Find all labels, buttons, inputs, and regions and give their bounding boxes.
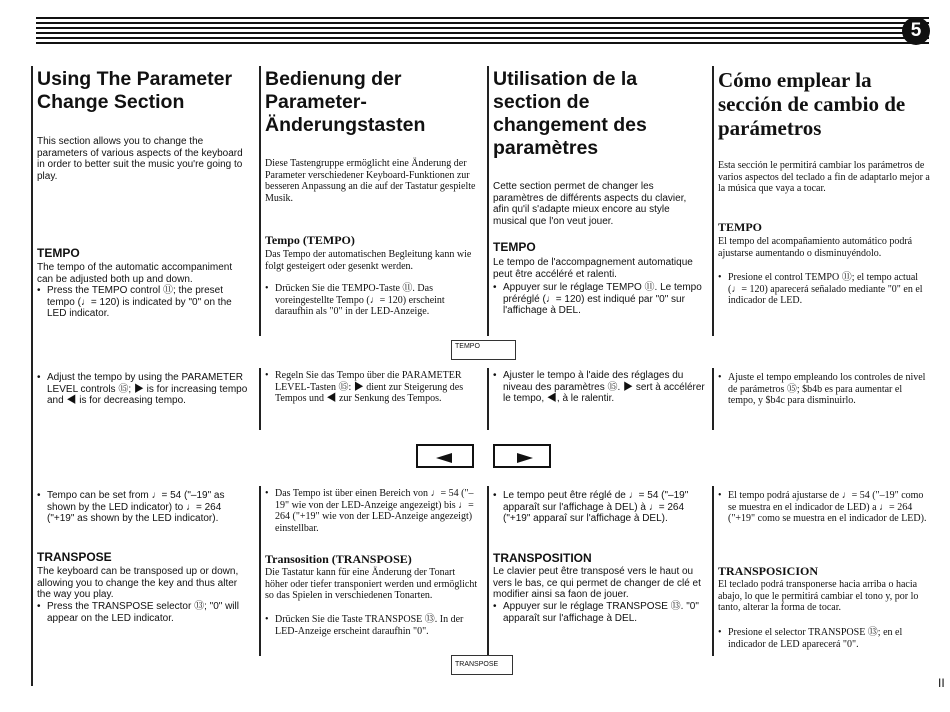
english-section	[37, 68, 249, 114]
english-tempo-text: The tempo of the automatic accompaniment can be adjusted both up and down.	[37, 262, 233, 285]
spanish-tempo-text: El tempo del acompañamiento automático podrá ajustarse aumentando o disminuyéndolo.	[718, 236, 913, 259]
spanish-range-list	[718, 490, 931, 525]
french-range-list	[493, 490, 705, 525]
french-adjust-list	[493, 370, 705, 405]
spanish-title: Cómo emplear la sección de cambio de parámetros	[718, 68, 906, 140]
list-item: • Regeln Sie das Tempo über die PARAMETER LEVEL-Tasten ⑮: ▶ dient zur Steigerung des Tempos und ◀ zur Senkung des Tempos.	[265, 370, 480, 405]
column-divider	[259, 368, 261, 430]
column-divider	[31, 66, 33, 686]
english-transpose-heading: TRANSPOSE	[37, 550, 112, 564]
german-range-list	[265, 488, 480, 534]
french-transpose-list	[493, 601, 705, 624]
french-intro: Cette section permet de changer les paramètres de différents aspects du clavier, afin qu'il s'adapte mieux encore au style musical que l'on veut jouer.	[493, 181, 687, 227]
german-transpose-text: Die Tastatur kann für eine Änderung der Tonart höher oder tiefer transponiert werden und ermöglicht so das Spielen in verschiedenen Tonarten.	[265, 567, 478, 601]
english-tempo-list	[37, 285, 249, 320]
column-divider	[259, 486, 261, 656]
german-tempo-text: Das Tempo der automatischen Begleitung kann wie folgt gesteigert oder gesenkt werden.	[265, 249, 472, 272]
english-adjust-list	[37, 372, 249, 407]
german-adjust-list	[265, 370, 480, 405]
list-item: • Presione el control TEMPO ⑪; el tempo actual (♩= 120) aparecerá señalado mediante "0" en el indicador de LED.	[718, 272, 931, 307]
german-transpose-list	[265, 614, 480, 637]
german-title: Bedienung der Parameter- Änderungstasten	[265, 68, 426, 136]
column-divider	[712, 66, 714, 336]
list-item: • Ajuste el tempo empleando los controles de nivel de parámetros ⑮; $b4b es para aumentar el tempo, y $b4c para disminuirlo.	[718, 372, 931, 407]
english-title: Using The Parameter Change Section	[37, 68, 233, 113]
left-arrow-icon	[436, 453, 452, 463]
list-item: • Press the TEMPO control ⑪; the preset tempo (♩= 120) is indicated by "0" on the LED indicator.	[37, 285, 249, 320]
english-transpose-text: The keyboard can be transposed up or down, allowing you to change the key and thus alter the way you play.	[37, 566, 239, 600]
column-divider	[712, 486, 714, 656]
english-intro: This section allows you to change the parameters of various aspects of the keyboard in order to better suit the music you're going to play.	[37, 136, 243, 182]
list-item: • Drücken Sie die TEMPO-Taste ⑪. Das voreingestellte Tempo (♩= 120) erscheint daraufhin als "0" in der LED-Anzeige.	[265, 283, 480, 318]
header-rule	[36, 27, 929, 29]
list-item: • Appuyer sur le réglage TEMPO ⑪. Le tempo préréglé (♩= 120) est indiqué par "0" sur l'affichage à DEL.	[493, 282, 705, 317]
tempo-control-label: TEMPO	[451, 340, 516, 360]
list-item: • Das Tempo ist über einen Bereich von ♩= 54 ("–19" wie von der LED-Anzeige angezeigt) bis ♩= 264 ("+19" wie von der LED-Anzeige angezeigt) einstellbar.	[265, 488, 480, 534]
page-number: 5	[902, 17, 930, 45]
english-transpose-list	[37, 601, 251, 624]
column-divider	[487, 66, 489, 336]
column-divider	[712, 368, 714, 430]
header-rule	[36, 32, 929, 34]
right-arrow-icon	[517, 453, 533, 463]
german-intro: Diese Tastengruppe ermöglicht eine Änderung der Parameter verschiedener Keyboard-Funktionen zur besseren Anpassung an die auf der Tastatur gespielte Musik.	[265, 158, 476, 204]
german-transpose-heading: Transosition (TRANSPOSE)	[265, 552, 412, 566]
list-item: • Le tempo peut être réglé de ♩= 54 ("–19" apparaît sur l'affichage à DEL) à ♩= 264 ("+19" apparaî sur l'affichage à DEL).	[493, 490, 705, 525]
list-item: • El tempo podrá ajustarse de ♩= 54 ("–19" como se muestra en el indicador de LED) a ♩= 264 ("+19" como se muestra en el indicador de LED).	[718, 490, 931, 525]
list-item: • Adjust the tempo by using the PARAMETER LEVEL controls ⑮; ▶ is for increasing tempo and ◀ is for decreasing tempo.	[37, 372, 249, 407]
german-tempo-heading: Tempo (TEMPO)	[265, 233, 355, 247]
spanish-intro: Esta sección le permitirá cambiar los parámetros de varios aspectos del teclado a fin de adaptarlo mejor a la música que vaya a tocar.	[718, 160, 930, 194]
parameter-level-left-button	[416, 444, 474, 468]
english-tempo-heading: TEMPO	[37, 246, 80, 260]
french-tempo-text: Le tempo de l'accompagnement automatique peut être accéléré et ralenti.	[493, 257, 693, 280]
transpose-selector-label: TRANSPOSE	[451, 655, 513, 675]
header-rule	[36, 17, 929, 19]
french-transpose-heading: TRANSPOSITION	[493, 551, 592, 565]
french-tempo-heading: TEMPO	[493, 240, 536, 254]
list-item: • Ajuster le tempo à l'aide des réglages du niveau des paramètres ⑮. ▶ sert à accélérer le tempo, ◀, à le ralentir.	[493, 370, 705, 405]
column-divider	[487, 368, 489, 430]
margin-mark: II	[938, 676, 945, 690]
list-item: • Appuyer sur le réglage TRANSPOSE ⑬. "0" apparaît sur l'affichage à DEL.	[493, 601, 705, 624]
spanish-tempo-list	[718, 272, 931, 307]
header-rule	[36, 37, 929, 39]
list-item: • Presione el selector TRANSPOSE ⑬; en el indicador de LED aparecerá "0".	[718, 627, 931, 650]
french-tempo-list	[493, 282, 705, 317]
column-divider	[259, 66, 261, 336]
list-item: • Press the TRANSPOSE selector ⑬; "0" will appear on the LED indicator.	[37, 601, 251, 624]
spanish-adjust-list	[718, 372, 931, 407]
parameter-level-right-button	[493, 444, 551, 468]
spanish-transpose-list	[718, 627, 931, 650]
list-item: • Drücken Sie die Taste TRANSPOSE ⑬. In der LED-Anzeige erscheint daraufhin "0".	[265, 614, 480, 637]
spanish-tempo-heading: TEMPO	[718, 220, 762, 234]
english-range-list	[37, 490, 249, 525]
french-title: Utilisation de la section de changement des paramètres	[493, 68, 647, 159]
header-rule	[36, 22, 929, 24]
spanish-transpose-text: El teclado podrá transponerse hacia arriba o hacia abajo, lo que le permitirá cambiar el tono y, por lo tanto, alterar la forma de tocar.	[718, 579, 919, 613]
list-item: • Tempo can be set from ♩= 54 ("–19" as shown by the LED indicator) to ♩= 264 ("+19" as shown by the LED indicator).	[37, 490, 249, 525]
german-tempo-list	[265, 283, 480, 318]
header-rule	[36, 42, 929, 44]
spanish-transpose-heading: TRANSPOSICION	[718, 564, 819, 578]
french-transpose-text: Le clavier peut être transposé vers le haut ou vers le bas, ce qui permet de changer de clé et modifier ainsi sa faon de jouer.	[493, 566, 701, 600]
column-divider	[487, 486, 489, 656]
